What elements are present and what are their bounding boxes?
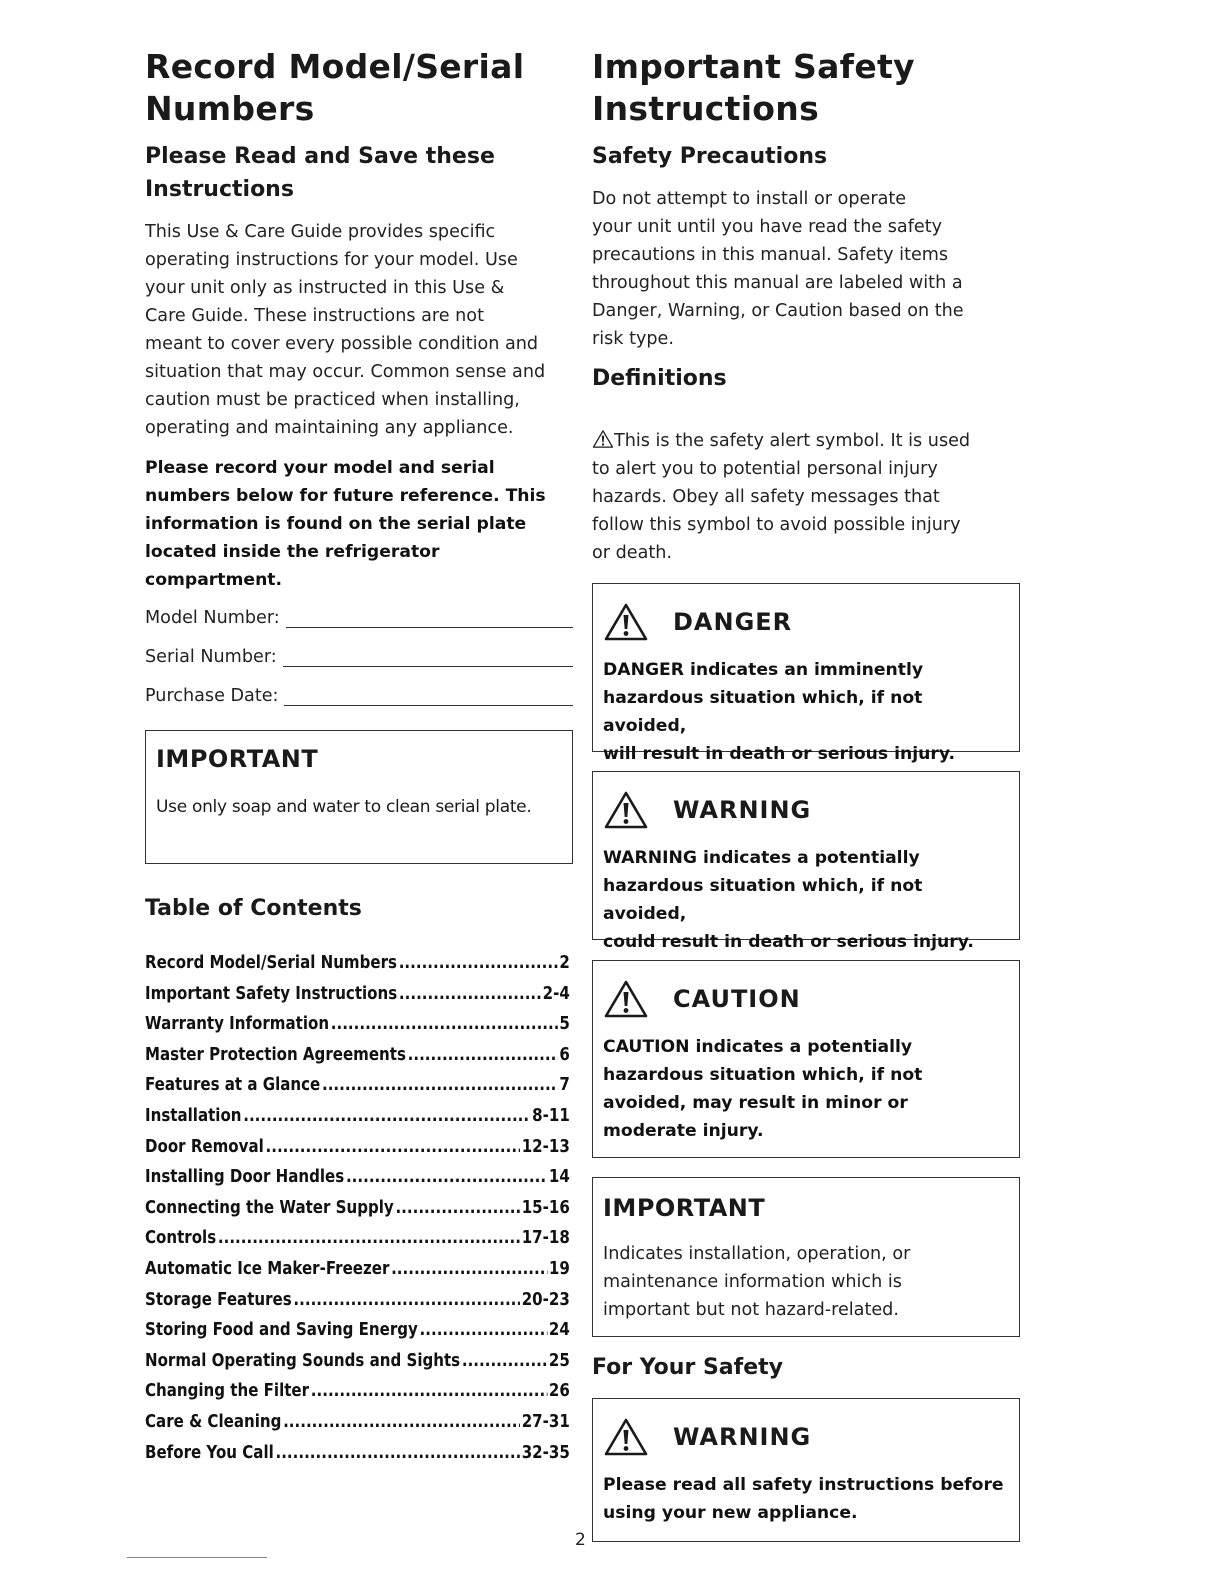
toc-entry-label: Care & Cleaning — [145, 1411, 282, 1432]
model-number-field[interactable] — [145, 608, 573, 628]
toc-leader-dots — [311, 1376, 547, 1407]
toc-leader-dots — [462, 1346, 547, 1377]
toc-entry-label: Installing Door Handles — [145, 1167, 345, 1188]
purchase-date-field[interactable] — [145, 686, 573, 706]
toc-entry-label: Storing Food and Saving Energy — [145, 1320, 418, 1341]
danger-box — [592, 583, 1020, 764]
toc-entry-page: 6 — [559, 1044, 570, 1065]
page-title-record: Record Model/Serial Numbers — [145, 47, 525, 128]
serial-number-label: Serial Number: — [145, 647, 277, 667]
important-box-serial — [145, 730, 573, 864]
toc-entry[interactable] — [145, 1315, 570, 1346]
model-number-label: Model Number: — [145, 608, 280, 628]
serial-number-blank[interactable] — [283, 650, 573, 667]
record-note: Please record your model and serial numbers below for future reference. This information is found on the serial plate located inside the refrigerator compartment. — [145, 458, 546, 590]
toc-leader-dots — [399, 948, 558, 979]
right-column — [592, 40, 1022, 1542]
toc-entry-page: 8-11 — [532, 1105, 570, 1126]
toc-entry-label: Controls — [145, 1228, 217, 1249]
warning-alert-icon — [603, 790, 649, 830]
danger-alert-icon — [603, 602, 649, 642]
toc-entry-label: Connecting the Water Supply — [145, 1197, 394, 1218]
toc-entry[interactable] — [145, 1285, 570, 1316]
toc-entry[interactable] — [145, 1407, 570, 1438]
toc-entry-label: Installation — [145, 1105, 242, 1126]
toc-leader-dots — [266, 1132, 520, 1163]
toc-entry[interactable] — [145, 1101, 570, 1132]
definitions-heading: Definitions — [592, 366, 727, 391]
page-number: 2 — [575, 1530, 586, 1550]
toc-entry[interactable] — [145, 948, 570, 979]
toc-leader-dots — [331, 1009, 558, 1040]
danger-header — [603, 602, 1009, 642]
toc-entry-page: 24 — [548, 1320, 570, 1341]
toc-entry-page: 5 — [559, 1014, 570, 1035]
danger-title: DANGER — [673, 608, 793, 636]
toc-leader-dots — [322, 1070, 558, 1101]
toc-leader-dots — [391, 1254, 547, 1285]
toc-entry-page: 2 — [559, 953, 570, 973]
footer-rule — [127, 1557, 267, 1558]
safety-warning-title: WARNING — [673, 1423, 812, 1451]
caution-alert-icon — [603, 979, 649, 1019]
safety-warning-header — [603, 1417, 1009, 1457]
caution-header — [603, 979, 1009, 1019]
definitions-text — [592, 399, 1022, 567]
left-column — [145, 40, 575, 1468]
important-definition-title: IMPORTANT — [603, 1194, 766, 1222]
caution-box — [592, 960, 1020, 1158]
toc-leader-dots — [395, 1193, 520, 1224]
toc-entry-label: Door Removal — [145, 1136, 264, 1157]
purchase-date-label: Purchase Date: — [145, 686, 279, 706]
toc-entry[interactable] — [145, 1193, 570, 1224]
toc-entry-page: 7 — [559, 1075, 570, 1096]
toc-entry-page: 2-4 — [542, 983, 570, 1004]
toc-entry[interactable] — [145, 1376, 570, 1407]
toc-entry[interactable] — [145, 1438, 570, 1469]
toc-entry[interactable] — [145, 1346, 570, 1377]
subtitle-read-save: Please Read and Save these Instructions — [145, 144, 495, 202]
toc-entry-label: Automatic Ice Maker-Freezer — [145, 1258, 390, 1279]
toc-entry-page: 27-31 — [521, 1411, 570, 1432]
toc-leader-dots — [346, 1162, 547, 1193]
important-box-title: IMPORTANT — [156, 745, 319, 773]
serial-number-field[interactable] — [145, 647, 573, 667]
definitions-text-rest: to alert you to potential personal injury hazards. Obey all safety messages that follow this symbol to avoid possible injury or death. — [592, 459, 961, 563]
toc-entry[interactable] — [145, 1223, 570, 1254]
toc-entry-page: 12-13 — [521, 1136, 570, 1157]
safety-alert-icon — [592, 429, 614, 449]
important-definition-text: Indicates installation, operation, or maintenance information which is important but not hazard-related. — [603, 1244, 911, 1320]
toc-leader-dots — [283, 1407, 520, 1438]
toc-entry-page: 32-35 — [521, 1442, 570, 1463]
for-your-safety-heading: For Your Safety — [592, 1355, 783, 1380]
toc-entry[interactable] — [145, 1162, 570, 1193]
page-title-safety: Important Safety Instructions — [592, 47, 915, 128]
toc-leader-dots — [243, 1101, 530, 1132]
toc-entry-page: 25 — [548, 1350, 570, 1371]
toc-leader-dots — [218, 1223, 520, 1254]
purchase-date-blank[interactable] — [284, 689, 573, 706]
toc-entry-page: 17-18 — [521, 1228, 570, 1249]
toc-entry-page: 15-16 — [521, 1197, 570, 1218]
definitions-text-line1: This is the safety alert symbol. It is used — [614, 431, 971, 451]
toc-entry-label: Master Protection Agreements — [145, 1044, 406, 1065]
caution-title: CAUTION — [673, 985, 801, 1013]
toc-leader-dots — [399, 979, 541, 1010]
toc-entry[interactable] — [145, 979, 570, 1010]
toc-leader-dots — [408, 1040, 558, 1071]
toc-entry[interactable] — [145, 1254, 570, 1285]
safety-warning-alert-icon — [603, 1417, 649, 1457]
toc-entry-page: 14 — [548, 1167, 570, 1188]
safety-warning-text: Please read all safety instructions before using your new appliance. — [603, 1475, 1004, 1523]
toc-entry-label: Important Safety Instructions — [145, 983, 398, 1004]
important-box-definition — [592, 1177, 1020, 1337]
intro-paragraph: This Use & Care Guide provides specific operating instructions for your model. Use your unit only as instructed in this Use & Care Guide. These instructions are not meant to cover every possible condition and situation that may occur. Common sense and caution must be practiced when installing, operating and maintaining any appliance. — [145, 222, 546, 438]
toc-entry-label: Before You Call — [145, 1442, 274, 1463]
warning-title: WARNING — [673, 796, 812, 824]
caution-text: CAUTION indicates a potentially hazardous situation which, if not avoided, may result in minor or moderate injury. — [603, 1037, 923, 1141]
toc-leader-dots — [420, 1315, 548, 1346]
toc-entry-label: Normal Operating Sounds and Sights — [145, 1350, 461, 1371]
toc-entry-label: Changing the Filter — [145, 1381, 310, 1402]
safety-precautions-heading: Safety Precautions — [592, 144, 828, 169]
danger-text: DANGER indicates an imminently hazardous situation which, if not avoided, will result in death or serious injury. — [603, 660, 955, 764]
toc-entry-label: Warranty Information — [145, 1014, 330, 1035]
warning-box — [592, 771, 1020, 952]
warning-text: WARNING indicates a potentially hazardous situation which, if not avoided, could result in death or serious injury. — [603, 848, 974, 952]
toc-entry-label: Record Model/Serial Numbers — [145, 953, 397, 973]
toc-entry[interactable] — [145, 1132, 570, 1163]
toc-entry[interactable] — [145, 1009, 570, 1040]
toc-leader-dots — [275, 1438, 519, 1469]
toc-entry[interactable] — [145, 1040, 570, 1071]
record-fields — [145, 608, 573, 706]
safety-warning-box — [592, 1398, 1020, 1542]
important-box-text: Use only soap and water to clean serial plate. — [156, 797, 532, 817]
toc-entry-page: 26 — [548, 1381, 570, 1402]
toc-entry-label: Features at a Glance — [145, 1075, 321, 1096]
warning-header — [603, 790, 1009, 830]
toc-leader-dots — [293, 1285, 520, 1316]
table-of-contents — [145, 948, 575, 1468]
toc-heading: Table of Contents — [145, 896, 362, 921]
toc-entry-label: Storage Features — [145, 1289, 292, 1310]
toc-entry-page: 19 — [548, 1258, 570, 1279]
model-number-blank[interactable] — [286, 611, 573, 628]
toc-entry-page: 20-23 — [521, 1289, 570, 1310]
toc-entry[interactable] — [145, 1070, 570, 1101]
safety-precautions-text: Do not attempt to install or operate your unit until you have read the safety precautions in this manual. Safety items throughout this manual are labeled with a Danger, Warning, or Caution based on the risk type. — [592, 189, 964, 349]
